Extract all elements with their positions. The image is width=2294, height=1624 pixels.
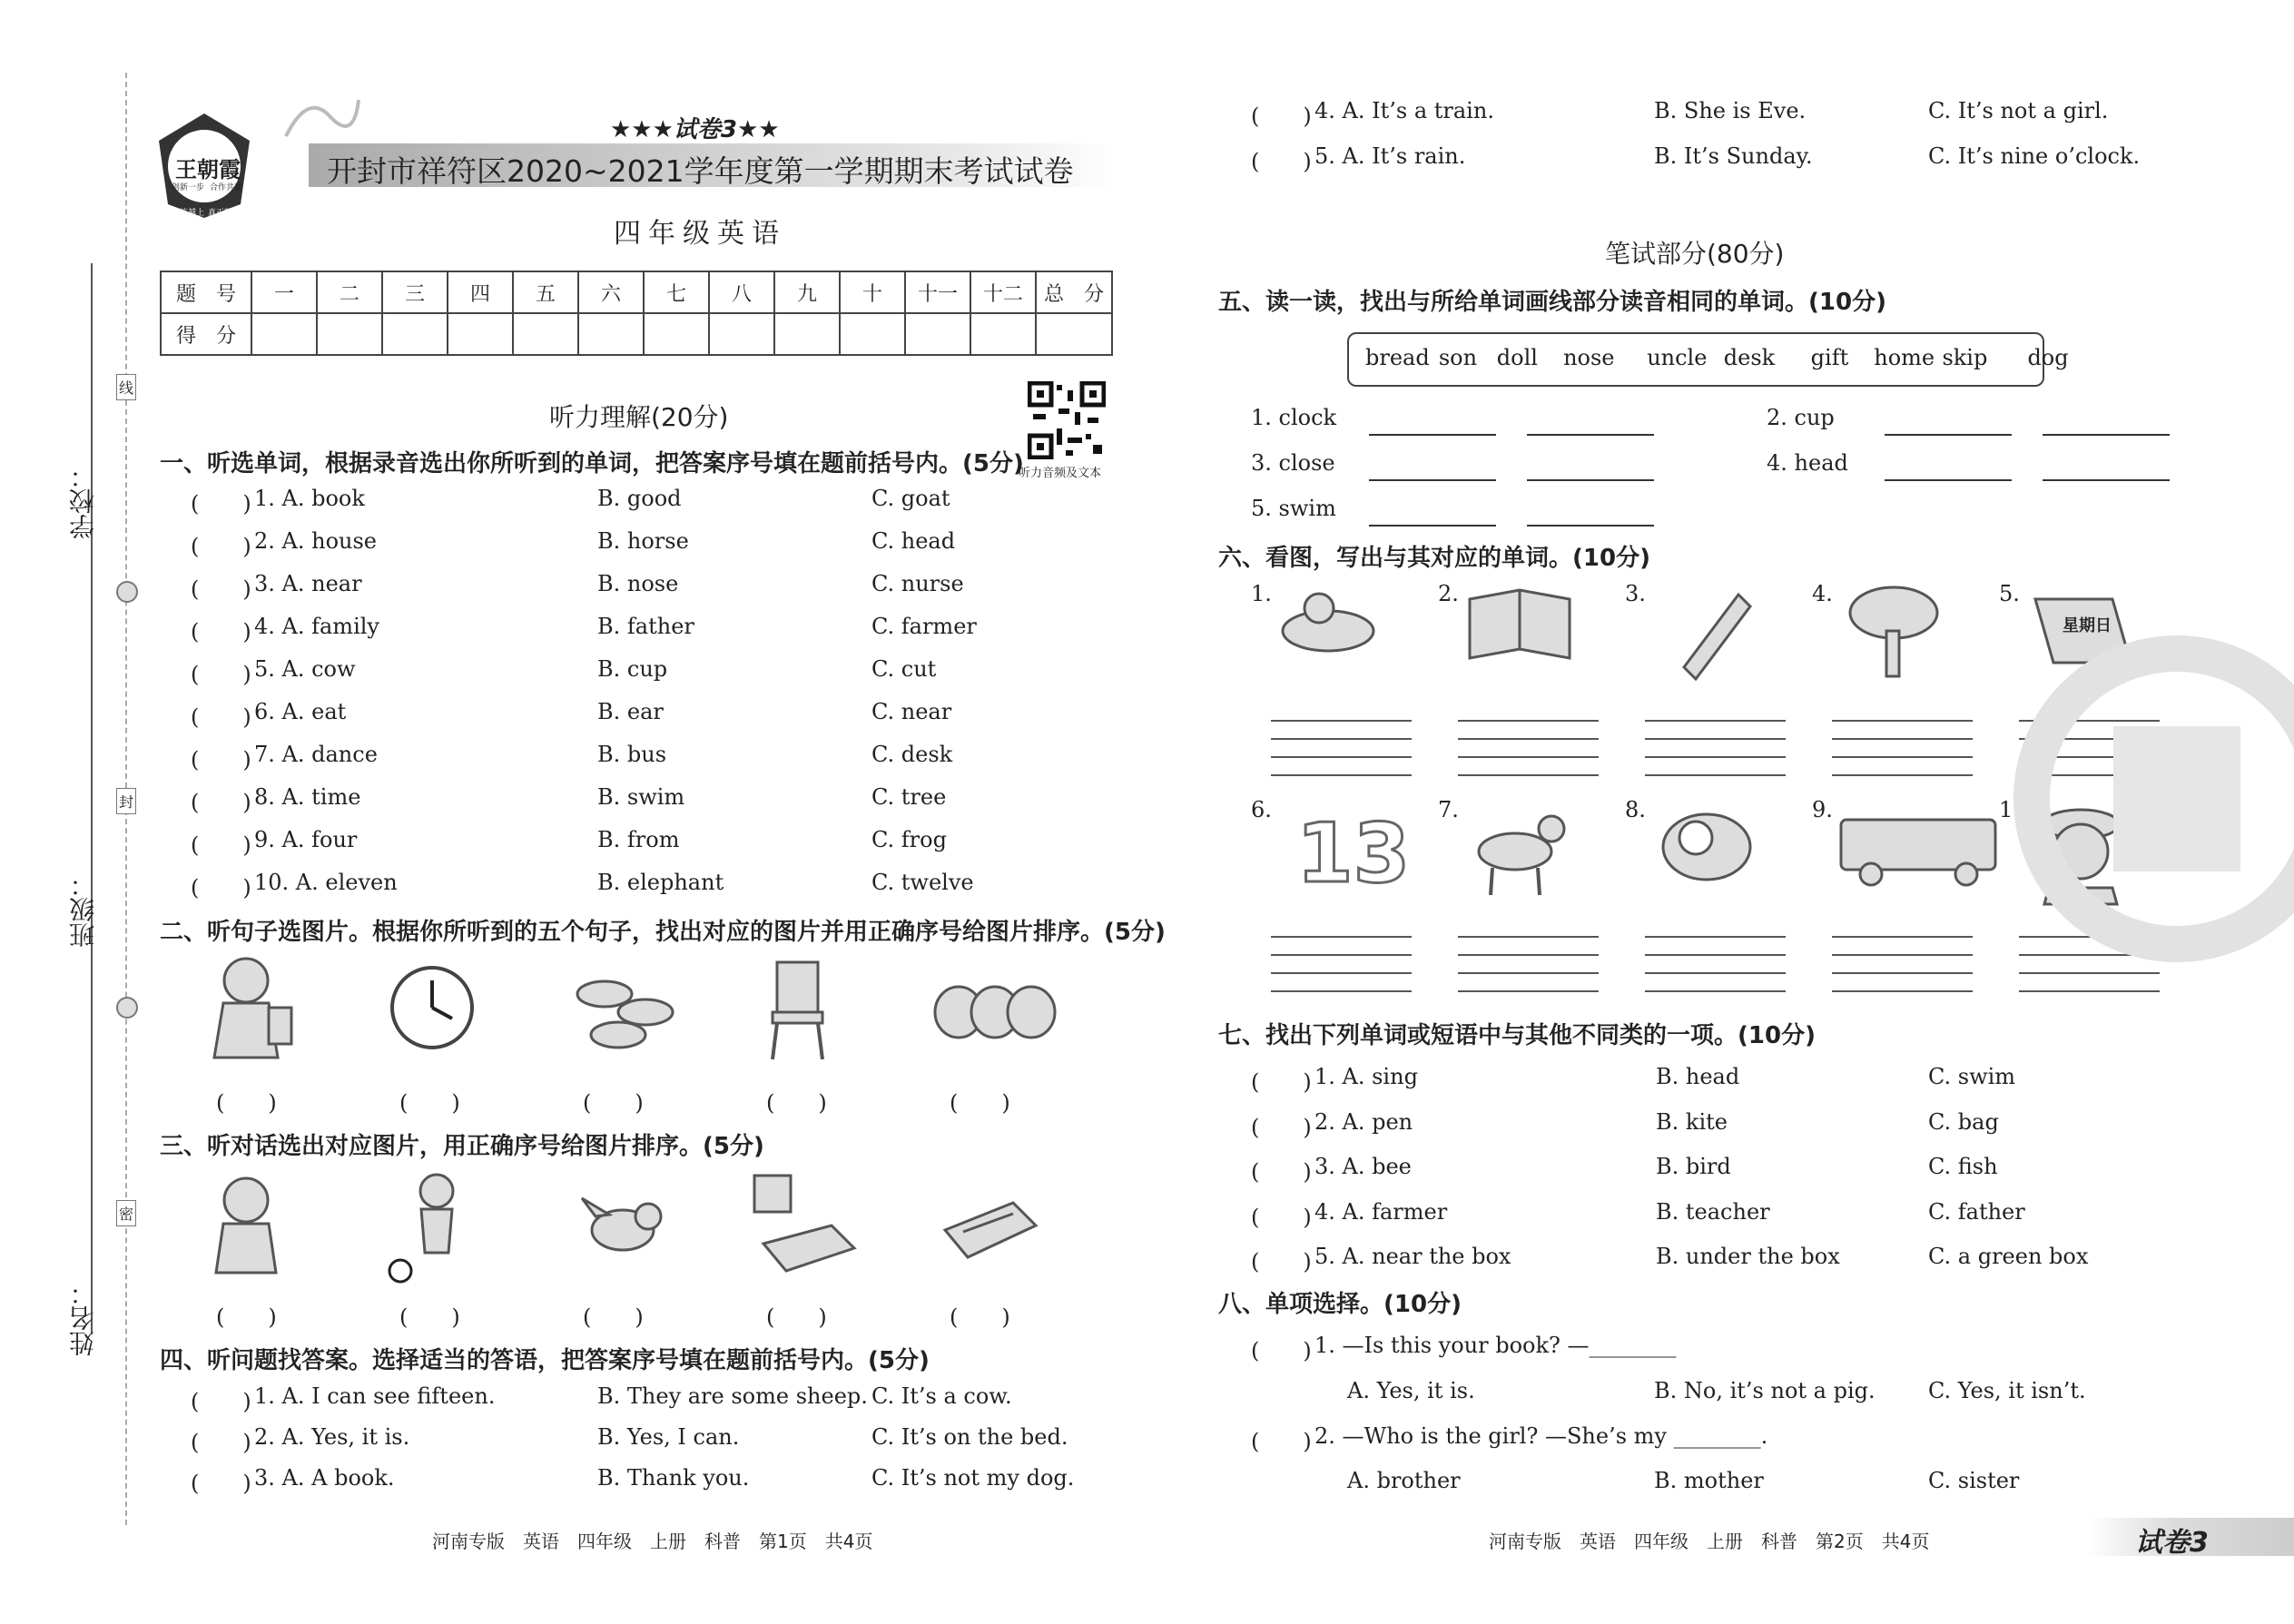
answer-paren[interactable]: ( ) <box>1251 1159 1312 1185</box>
brand-logo-motto: 越练越上 <box>172 209 205 218</box>
option-c: C. cut <box>871 656 937 682</box>
section-2-title: 二、听句子选图片。根据你所听到的五个句子，找出对应的图片并用正确序号给图片排序。(5分) <box>160 919 1166 946</box>
option-a: 2. A. pen <box>1314 1108 1413 1135</box>
score-table <box>160 271 1113 356</box>
writing-line[interactable] <box>1645 974 1786 992</box>
section-3-title: 三、听对话选出对应图片，用正确序号给图片排序。(5分) <box>160 1133 764 1160</box>
binding-hole-icon <box>116 581 138 603</box>
subject-title: 四年级英语 <box>614 218 786 250</box>
answer-paren[interactable]: ( ) <box>191 1389 251 1414</box>
score-cell: 九 <box>774 271 840 313</box>
option-b: B. Yes, I can. <box>597 1424 740 1450</box>
writing-line[interactable] <box>1271 722 1412 740</box>
score-cell: 一 <box>251 271 317 313</box>
picture-number: 9. <box>1812 797 1833 822</box>
writing-line[interactable] <box>1271 758 1412 776</box>
score-input[interactable] <box>970 313 1036 355</box>
answer-paren[interactable]: ( ) <box>1251 1069 1312 1095</box>
answer-blank[interactable] <box>2043 432 2170 436</box>
section-8-title: 八、单项选择。(10分) <box>1218 1291 1462 1318</box>
score-input[interactable] <box>709 313 774 355</box>
writing-lines[interactable] <box>1645 920 1786 992</box>
option-b: B. kite <box>1656 1108 1728 1135</box>
picture-number: 2. <box>1438 581 1459 606</box>
picture-number: 4. <box>1812 581 1833 606</box>
option-c: C. swim <box>1928 1064 2016 1089</box>
option-b: B. Thank you. <box>597 1465 750 1491</box>
order-paren[interactable]: ( ) <box>766 1304 827 1330</box>
order-paren[interactable]: ( ) <box>216 1090 277 1116</box>
option-c: C. It’s not my dog. <box>871 1465 1075 1491</box>
writing-line[interactable] <box>1271 956 1412 974</box>
option-b: B. father <box>597 614 694 639</box>
score-cell: 四 <box>448 271 513 313</box>
answer-blank[interactable] <box>1369 432 1496 436</box>
phonics-word: 2. cup <box>1767 405 1835 430</box>
order-paren[interactable]: ( ) <box>583 1304 644 1330</box>
picture-number: 8. <box>1625 797 1646 822</box>
clock-picture <box>387 962 478 1053</box>
qr-code[interactable] <box>1028 381 1106 459</box>
writing-line[interactable] <box>2019 974 2160 992</box>
score-cell: 六 <box>578 271 644 313</box>
score-cell: 五 <box>513 271 578 313</box>
writing-line[interactable] <box>1645 758 1786 776</box>
book-picture <box>1465 581 1624 694</box>
option-b: B. She is Eve. <box>1654 98 1807 123</box>
option-a: 6. A. eat <box>254 699 347 724</box>
option-b: B. elephant <box>597 870 724 895</box>
school-field[interactable] <box>89 263 91 463</box>
section-6-title: 六、看图，写出与其对应的单词。(10分) <box>1218 545 1650 572</box>
writing-line[interactable] <box>1458 920 1599 938</box>
score-input[interactable] <box>905 313 970 355</box>
writing-line[interactable] <box>1645 704 1786 722</box>
section-5-title: 五、读一读，找出与所给单词画线部分读音相同的单词。(10分) <box>1218 289 1886 316</box>
writing-line[interactable] <box>1832 704 1973 722</box>
writing-line[interactable] <box>1271 704 1412 722</box>
name-label: 姓名： <box>68 1280 98 1356</box>
phonics-word: 5. swim <box>1251 496 1336 521</box>
option-c: C. It’s nine o’clock. <box>1928 143 2141 169</box>
option-a: 1. A. book <box>254 486 365 511</box>
writing-line[interactable] <box>1271 920 1412 938</box>
option-a: 4. A. It’s a train. <box>1314 98 1494 123</box>
score-input[interactable] <box>251 313 317 355</box>
option-b: B. good <box>597 486 682 511</box>
answer-paren[interactable]: ( ) <box>191 662 251 687</box>
pencil-picture <box>1652 581 1811 694</box>
score-table-header-row <box>161 271 1112 313</box>
qr-caption: 听力音频及文本 <box>1019 467 1102 480</box>
footer-left: 河南专版 英语 四年级 上册 科普 第1页 共4页 <box>432 1530 873 1552</box>
answer-paren[interactable]: ( ) <box>1251 1114 1312 1140</box>
exam-title: 开封市祥符区2020~2021学年度第一学期期末考试试卷 <box>327 153 1074 189</box>
option-a: 9. A. four <box>254 827 358 852</box>
writing-line[interactable] <box>1458 974 1599 992</box>
option-a: 3. A. bee <box>1314 1154 1412 1179</box>
option-b: B. nose <box>597 571 679 596</box>
footer-badge: 试卷3 <box>2135 1527 2209 1559</box>
option-a: 5. A. near the box <box>1314 1244 1511 1269</box>
option-b: B. No, it’s not a pig. <box>1654 1378 1876 1403</box>
option-c: C. head <box>871 528 956 554</box>
option-b: B. swim <box>597 784 685 810</box>
answer-paren[interactable]: ( ) <box>191 491 251 517</box>
order-paren[interactable]: ( ) <box>950 1090 1010 1116</box>
seal-char-dense: 密 <box>116 1200 136 1226</box>
writing-line[interactable] <box>1832 938 1973 956</box>
writing-line[interactable] <box>1271 974 1412 992</box>
order-paren[interactable]: ( ) <box>399 1304 460 1330</box>
writing-line[interactable] <box>1645 956 1786 974</box>
pencil-box-picture <box>940 1194 1040 1266</box>
answer-paren[interactable]: ( ) <box>191 875 251 901</box>
option-c: C. a green box <box>1928 1244 2089 1269</box>
answer-paren[interactable]: ( ) <box>191 747 251 773</box>
option-a: 3. A. near <box>254 571 362 596</box>
option-b: B. horse <box>597 528 689 554</box>
phonics-word: 1. clock <box>1251 405 1337 430</box>
horses-picture <box>568 958 686 1058</box>
option-b: B. cup <box>597 656 668 682</box>
writing-line[interactable] <box>1458 740 1599 758</box>
order-paren[interactable]: ( ) <box>583 1090 644 1116</box>
score-input[interactable] <box>317 313 382 355</box>
writing-line[interactable] <box>1832 740 1973 758</box>
option-b: B. teacher <box>1656 1198 1770 1225</box>
writing-line[interactable] <box>1458 956 1599 974</box>
writing-line[interactable] <box>1271 938 1412 956</box>
question-8-2: 2. —Who is the girl? —She’s my ________. <box>1314 1423 1768 1449</box>
word-box-word: nose <box>1563 345 1615 370</box>
option-c: C. It’s a cow. <box>871 1383 1012 1409</box>
option-a: 2. A. house <box>254 528 377 554</box>
word-box-word: doll <box>1496 345 1538 370</box>
word-box-word: skip <box>1942 345 1988 370</box>
score-cell: 十一 <box>905 271 970 313</box>
option-a: 5. A. cow <box>254 656 356 682</box>
order-paren[interactable]: ( ) <box>399 1090 460 1116</box>
picture-number: 6. <box>1251 797 1272 822</box>
section-4-title: 四、听问题找答案。选择适当的答语，把答案序号填在题前括号内。(5分) <box>160 1347 930 1374</box>
bird-picture <box>577 1189 668 1262</box>
order-paren[interactable]: ( ) <box>766 1090 827 1116</box>
writing-line[interactable] <box>1832 920 1973 938</box>
option-a: 4. A. farmer <box>1314 1198 1448 1225</box>
word-box-word: home <box>1874 345 1935 370</box>
order-paren[interactable]: ( ) <box>950 1304 1010 1330</box>
tree-picture <box>1839 581 1998 694</box>
score-cell: 二 <box>317 271 382 313</box>
option-c: C. father <box>1928 1198 2025 1225</box>
swim-picture <box>1278 581 1437 694</box>
answer-paren[interactable]: ( ) <box>191 1430 251 1455</box>
word-box-word: desk <box>1723 345 1776 370</box>
word-box-word: uncle <box>1647 345 1708 370</box>
option-c: C. bag <box>1928 1108 1999 1135</box>
score-cell: 十 <box>840 271 905 313</box>
option-b: B. mother <box>1654 1468 1764 1493</box>
answer-blank[interactable] <box>1527 432 1654 436</box>
option-c: C. near <box>871 699 952 724</box>
sheep-picture <box>1652 797 1811 910</box>
option-c: C. fish <box>1928 1154 1998 1179</box>
writing-line[interactable] <box>1645 938 1786 956</box>
answer-paren[interactable]: ( ) <box>1251 1249 1312 1275</box>
score-input[interactable] <box>578 313 644 355</box>
option-a: 7. A. dance <box>254 742 378 767</box>
calendar-text: 星期日 <box>2063 616 2112 635</box>
writing-line[interactable] <box>1458 704 1599 722</box>
answer-paren[interactable]: ( ) <box>1251 1429 1312 1454</box>
option-a: 2. A. Yes, it is. <box>254 1424 410 1450</box>
option-b: B. bus <box>597 742 667 767</box>
picture-number: 1. <box>1251 581 1272 606</box>
number-picture: 13 <box>1296 806 1411 901</box>
class-label: 班级： <box>68 871 98 948</box>
question-8-1: 1. —Is this your book? —________ <box>1314 1333 1677 1358</box>
answer-paren[interactable]: ( ) <box>1251 103 1312 129</box>
school-label: 学校： <box>68 463 98 539</box>
option-b: B. It’s Sunday. <box>1654 143 1813 169</box>
word-box-word: son <box>1438 345 1478 370</box>
score-input[interactable] <box>774 313 840 355</box>
option-b: B. bird <box>1656 1154 1731 1179</box>
seal-char-line: 线 <box>116 374 136 400</box>
goat-picture <box>1465 797 1624 910</box>
score-cell: 七 <box>644 271 709 313</box>
brand-logo-text: 王朝霞 <box>175 157 241 182</box>
writing-lines[interactable] <box>1832 704 1973 776</box>
option-c: C. nurse <box>871 571 964 596</box>
answer-paren[interactable]: ( ) <box>191 534 251 559</box>
section-3-pictures <box>160 1171 1113 1280</box>
option-b: B. They are some sheep. <box>597 1383 868 1409</box>
writing-line[interactable] <box>1645 920 1786 938</box>
order-paren[interactable]: ( ) <box>216 1304 277 1330</box>
bread-picture <box>931 971 1058 1044</box>
option-c: C. Yes, it isn’t. <box>1928 1378 2086 1403</box>
boy-football-picture <box>387 1171 478 1284</box>
answer-blank[interactable] <box>1527 523 1654 527</box>
answer-paren[interactable]: ( ) <box>191 704 251 730</box>
seal-watermark <box>2013 626 2294 971</box>
writing-lines[interactable] <box>1645 704 1786 776</box>
answer-paren[interactable]: ( ) <box>191 790 251 815</box>
score-cell: 三 <box>382 271 448 313</box>
answer-paren[interactable]: ( ) <box>1251 1204 1312 1230</box>
answer-paren[interactable]: ( ) <box>191 576 251 602</box>
option-c: C. sister <box>1928 1468 2020 1493</box>
option-a: 1. A. I can see fifteen. <box>254 1383 496 1409</box>
writing-line[interactable] <box>1458 722 1599 740</box>
writing-lines[interactable] <box>1458 920 1599 992</box>
binding-line <box>91 263 93 1334</box>
seal-char-seal: 封 <box>116 788 136 814</box>
answer-paren[interactable]: ( ) <box>1251 1338 1312 1363</box>
binding-margin <box>0 0 154 1624</box>
picture-number: 3. <box>1625 581 1646 606</box>
option-a: 1. A. sing <box>1314 1064 1418 1089</box>
ribbon-decoration <box>281 91 363 145</box>
writing-line[interactable] <box>1645 740 1786 758</box>
brand-logo-sub: 创新一步 <box>172 183 205 192</box>
writing-lines[interactable] <box>1271 704 1412 776</box>
bedroom-picture <box>750 1171 859 1275</box>
answer-blank[interactable] <box>1527 477 1654 481</box>
option-c: C. frog <box>871 827 947 852</box>
option-c: C. twelve <box>871 870 974 895</box>
writing-line[interactable] <box>1271 740 1412 758</box>
picture-number: 5. <box>1999 581 2020 606</box>
picture-number: 7. <box>1438 797 1459 822</box>
exam-number: ★★★试卷3★★ <box>610 116 780 143</box>
writing-lines[interactable] <box>1458 704 1599 776</box>
score-row-label: 得 分 <box>161 313 251 355</box>
brand-logo <box>150 104 259 222</box>
phonics-word: 4. head <box>1767 450 1848 476</box>
brand-logo-motto: 真正精彩 <box>208 209 241 218</box>
score-cell: 题 号 <box>161 271 251 313</box>
option-c: C. It’s on the bed. <box>871 1424 1068 1450</box>
writing-lines[interactable] <box>1832 920 1973 992</box>
writing-lines[interactable] <box>1271 920 1412 992</box>
section-1-title: 一、听选单词，根据录音选出你所听到的单词，把答案序号填在题前括号内。(5分) <box>160 450 1024 477</box>
answer-blank[interactable] <box>1885 477 2012 481</box>
writing-line[interactable] <box>1832 956 1973 974</box>
option-c: C. desk <box>871 742 953 767</box>
phonics-word: 3. close <box>1251 450 1335 476</box>
score-input[interactable] <box>448 313 513 355</box>
answer-paren[interactable]: ( ) <box>191 832 251 858</box>
writing-line[interactable] <box>1832 758 1973 776</box>
listening-title: 听力理解(20分) <box>549 402 729 432</box>
writing-line[interactable] <box>1458 938 1599 956</box>
writing-line[interactable] <box>1832 974 1973 992</box>
writing-line[interactable] <box>1458 758 1599 776</box>
option-b: B. under the box <box>1656 1244 1840 1269</box>
nurse-picture <box>205 1171 296 1275</box>
option-a: 3. A. A book. <box>254 1465 395 1491</box>
binding-hole-icon <box>116 997 138 1019</box>
written-title: 笔试部分(80分) <box>1605 239 1785 269</box>
bus-picture <box>1839 797 1998 910</box>
option-a: 5. A. It’s rain. <box>1314 143 1466 169</box>
option-a: 10. A. eleven <box>254 870 398 895</box>
writing-line[interactable] <box>1832 722 1973 740</box>
answer-blank[interactable] <box>1369 523 1496 527</box>
footer-right: 河南专版 英语 四年级 上册 科普 第2页 共4页 <box>1489 1530 1930 1552</box>
picture-number: 10. <box>1999 797 2034 822</box>
score-cell: 十二 <box>970 271 1036 313</box>
option-c: C. It’s not a girl. <box>1928 98 2109 123</box>
answer-blank[interactable] <box>1885 432 2012 436</box>
word-box-word: bread <box>1365 345 1430 370</box>
score-input[interactable] <box>644 313 709 355</box>
score-cell: 总 分 <box>1036 271 1112 313</box>
doctor-picture <box>205 953 305 1062</box>
score-table-score-row <box>161 313 1112 355</box>
word-box-word: dog <box>2027 345 2069 370</box>
score-cell: 八 <box>709 271 774 313</box>
score-input[interactable] <box>1036 313 1112 355</box>
option-a: A. brother <box>1347 1468 1461 1493</box>
option-a: 8. A. time <box>254 784 361 810</box>
score-input[interactable] <box>382 313 448 355</box>
answer-blank[interactable] <box>2043 477 2170 481</box>
option-b: B. from <box>597 827 680 852</box>
answer-paren[interactable]: ( ) <box>191 1471 251 1496</box>
option-c: C. goat <box>871 486 950 511</box>
word-box-word: gift <box>1810 345 1849 370</box>
score-input[interactable] <box>513 313 578 355</box>
answer-paren[interactable]: ( ) <box>191 619 251 645</box>
option-a: 4. A. family <box>254 614 379 639</box>
answer-blank[interactable] <box>1369 477 1496 481</box>
option-c: C. tree <box>871 784 947 810</box>
answer-paren[interactable]: ( ) <box>1251 149 1312 174</box>
option-c: C. farmer <box>871 614 977 639</box>
option-b: B. head <box>1656 1064 1740 1089</box>
score-input[interactable] <box>840 313 905 355</box>
option-b: B. ear <box>597 699 664 724</box>
section-2-pictures <box>160 953 1113 1098</box>
writing-line[interactable] <box>1645 722 1786 740</box>
option-a: A. Yes, it is. <box>1347 1378 1475 1403</box>
section-7-title: 七、找出下列单词或短语中与其他不同类的一项。(10分) <box>1218 1022 1816 1049</box>
brand-logo-sub: 合作共赢 <box>210 183 243 192</box>
chair-picture <box>759 958 841 1062</box>
